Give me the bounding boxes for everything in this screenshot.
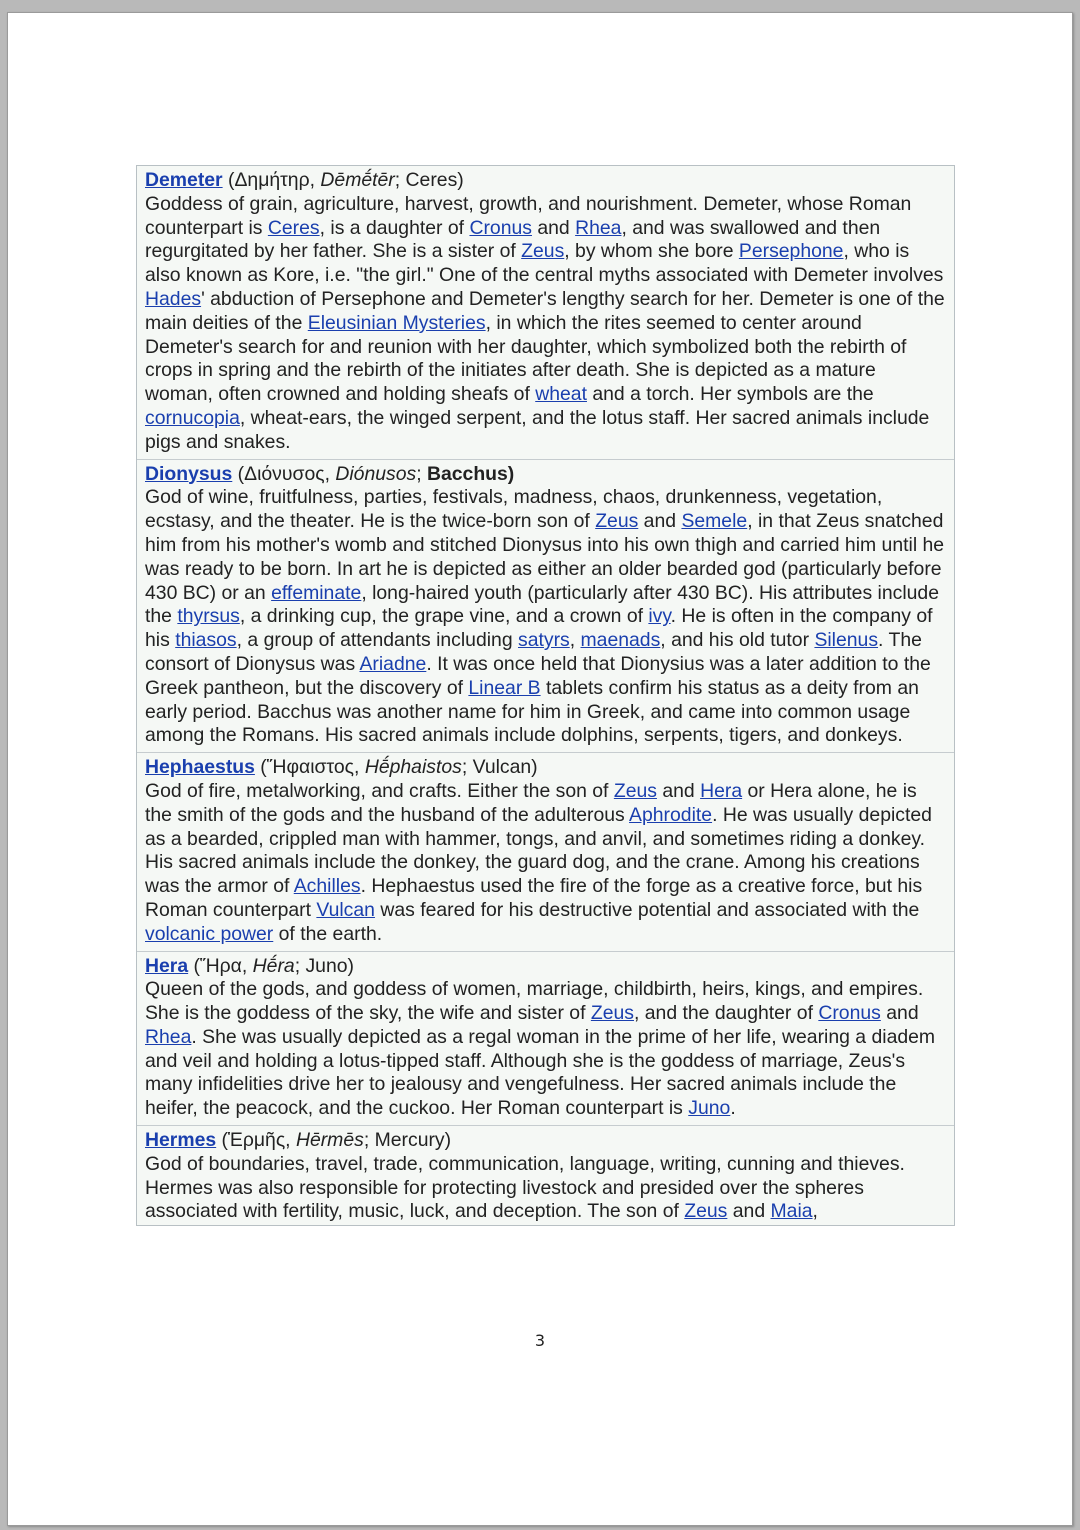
body-text: . The consort of Dionysus was xyxy=(145,629,922,675)
inline-link[interactable]: effeminate xyxy=(271,581,362,604)
entry-dionysus xyxy=(137,459,954,753)
body-text: God of boundaries, travel, trade, communication, language, writing, cunning and thieves. Hermes was also responsible for protecting livestock and presided over the spheres associated with fertility, music, luck, and deception. The son of xyxy=(145,1152,905,1223)
body-text: (Ἥρα, xyxy=(188,954,253,977)
inline-link[interactable]: Semele xyxy=(681,510,748,533)
inline-link[interactable]: Cronus xyxy=(469,216,532,239)
body-text: , xyxy=(569,629,581,652)
inline-link[interactable]: volcanic power xyxy=(145,922,274,945)
inline-link[interactable]: Maia xyxy=(770,1200,813,1223)
body-text: (Διόνυσος, xyxy=(232,462,336,485)
body-text: , and was swallowed and then regurgitated by her father. She is a sister of xyxy=(145,216,881,263)
entry-title-link[interactable]: Hephaestus xyxy=(145,756,255,779)
entry-hermes xyxy=(137,1125,954,1225)
body-text: , in which the rites seemed to center around Demeter's search for and reunion with her daughter, which symbolized both the rebirth of crops in spring and the rebirth of the initiates after death. She is depicted as a mature woman, often crowned and holding sheafs of xyxy=(145,311,907,406)
body-text: God of fire, metalworking, and crafts. Either the son of xyxy=(145,779,614,802)
inline-link[interactable]: Persephone xyxy=(738,240,844,263)
inline-link[interactable]: maenads xyxy=(580,629,661,652)
inline-link[interactable]: Ceres xyxy=(267,216,320,239)
body-text: (Ἑρμῆς, xyxy=(216,1129,296,1152)
entry-title-link[interactable]: Demeter xyxy=(145,169,223,191)
inline-link[interactable]: Zeus xyxy=(684,1200,728,1223)
body-text: , by whom she bore xyxy=(564,240,739,263)
body-text: ; xyxy=(416,462,427,485)
inline-link[interactable]: Zeus xyxy=(521,240,565,263)
inline-link[interactable]: Rhea xyxy=(575,216,622,239)
inline-link[interactable]: wheat xyxy=(535,383,587,406)
body-text: God of wine, fruitfulness, parties, festivals, madness, chaos, drunkenness, vegetation, ecstasy, and the theater. He is the twice-born son of xyxy=(145,486,883,533)
body-text: , long-haired youth (particularly after 430 BC). His attributes include the xyxy=(145,581,939,628)
body-text: ; Juno) xyxy=(294,954,354,977)
entry-title-link[interactable]: Hera xyxy=(145,954,189,977)
inline-link[interactable]: thyrsus xyxy=(177,605,240,628)
document-page xyxy=(7,12,1073,1526)
body-text: or Hera alone, he is the smith of the gods and the husband of the adulterous xyxy=(145,779,917,826)
body-text: ; Ceres) xyxy=(394,169,464,191)
inline-link[interactable]: Hades xyxy=(145,287,202,310)
body-text: , xyxy=(812,1200,818,1223)
transliteration: Diónusos xyxy=(335,462,417,485)
body-text: , a group of attendants including xyxy=(236,629,519,652)
inline-link[interactable]: Linear B xyxy=(468,676,541,699)
body-text: (Ἥφαιστος, xyxy=(254,756,365,779)
body-text: tablets confirm his status as a deity from an early period. Bacchus was another name for him in Greek, and came into common usage among the Romans. His sacred animals include dolphins, serpents, tigers, and donkeys. xyxy=(145,676,919,747)
body-text: . She was usually depicted as a regal woman in the prime of her life, wearing a diadem and veil and holding a lotus-tipped staff. Although she is the goddess of marriage, Zeus's many infidelities drive her to jealousy and vengefulness. Her sacred animals include the heifer, the peacock, and the cuckoo. Her Roman counterpart is xyxy=(145,1025,936,1120)
body-text: (Δημήτηρ, xyxy=(222,169,321,191)
inline-link[interactable]: Silenus xyxy=(814,629,879,652)
body-text: Bacchus) xyxy=(426,462,515,485)
inline-link[interactable]: cornucopia xyxy=(145,406,240,429)
inline-link[interactable]: Zeus xyxy=(595,510,639,533)
inline-link[interactable]: thiasos xyxy=(175,629,237,652)
inline-link[interactable]: Aphrodite xyxy=(629,803,713,826)
body-text: . He is often in the company of his xyxy=(145,605,933,652)
inline-link[interactable]: Zeus xyxy=(613,779,657,802)
body-text: . Hephaestus used the fire of the forge as a creative force, but his Roman counterpart xyxy=(145,875,923,921)
body-text: Goddess of grain, agriculture, harvest, growth, and nourishment. Demeter, whose Roman counterpart is xyxy=(145,192,912,239)
entry-demeter xyxy=(137,166,954,459)
inline-link[interactable]: Zeus xyxy=(590,1002,634,1025)
body-text: , who is also known as Kore, i.e. "the girl." One of the central myths associated with Demeter involves xyxy=(145,240,944,287)
body-text: , is a daughter of xyxy=(319,216,470,239)
inline-link[interactable]: Vulcan xyxy=(316,898,375,921)
entry-hephaestus xyxy=(137,752,954,950)
body-text: and xyxy=(656,779,701,802)
body-text: . It was once held that Dionysius was a later addition to the Greek pantheon, but the discovery of xyxy=(145,652,931,699)
body-text: and a torch. Her symbols are the xyxy=(586,383,874,406)
body-text: and xyxy=(727,1200,771,1223)
deities-table xyxy=(136,165,955,1226)
body-text: and xyxy=(638,510,682,533)
body-text: , in that Zeus snatched him from his mother's womb and stitched Dionysus into his own thigh and carried him until he was ready to be born. In art he is depicted as either an older bearded god (particularly before 430 BC) or an xyxy=(145,510,945,604)
inline-link[interactable]: Rhea xyxy=(145,1025,192,1048)
entry-title-link[interactable]: Hermes xyxy=(145,1129,217,1152)
entry-hera xyxy=(137,951,954,1126)
inline-link[interactable]: Cronus xyxy=(818,1002,881,1025)
body-text: . xyxy=(730,1097,736,1120)
inline-link[interactable]: Achilles xyxy=(293,875,361,898)
body-text: Queen of the gods, and goddess of women, marriage, childbirth, heirs, kings, and empires. She is the goddess of the sky, the wife and sister of xyxy=(145,978,924,1025)
transliteration: Dēmḗtēr xyxy=(320,169,395,191)
inline-link[interactable]: Juno xyxy=(688,1097,731,1120)
body-text: and xyxy=(880,1002,919,1025)
body-text: , wheat-ears, the winged serpent, and the lotus staff. Her sacred animals include pigs and snakes. xyxy=(145,406,930,453)
transliteration: Hērmēs xyxy=(295,1129,364,1152)
body-text: ; Mercury) xyxy=(363,1129,452,1152)
inline-link[interactable]: satyrs xyxy=(518,629,570,652)
body-text: of the earth. xyxy=(273,922,383,945)
page-number: 3 xyxy=(534,1331,546,1350)
body-text: was feared for his destructive potential and associated with the xyxy=(374,898,920,921)
inline-link[interactable]: ivy xyxy=(648,605,671,628)
body-text: and xyxy=(531,216,576,239)
transliteration: Hḗra xyxy=(252,954,295,977)
body-text: , a drinking cup, the grape vine, and a crown of xyxy=(239,605,649,628)
entry-title-link[interactable]: Dionysus xyxy=(145,462,233,485)
body-text: ' abduction of Persephone and Demeter's lengthy search for her. Demeter is one of the main deities of the xyxy=(145,287,945,334)
inline-link[interactable]: Eleusinian Mysteries xyxy=(307,311,486,334)
body-text: , and the daughter of xyxy=(633,1002,819,1025)
body-text: ; Vulcan) xyxy=(461,756,538,779)
inline-link[interactable]: Hera xyxy=(700,779,743,802)
body-text: , and his old tutor xyxy=(660,629,815,652)
inline-link[interactable]: Ariadne xyxy=(359,652,427,675)
body-text: . He was usually depicted as a bearded, crippled man with hammer, tongs, and anvil, and sometimes riding a donkey. His sacred animals include the donkey, the guard dog, and the crane. Among his creations was the armor of xyxy=(145,803,932,898)
transliteration: Hḗphaistos xyxy=(364,756,462,779)
